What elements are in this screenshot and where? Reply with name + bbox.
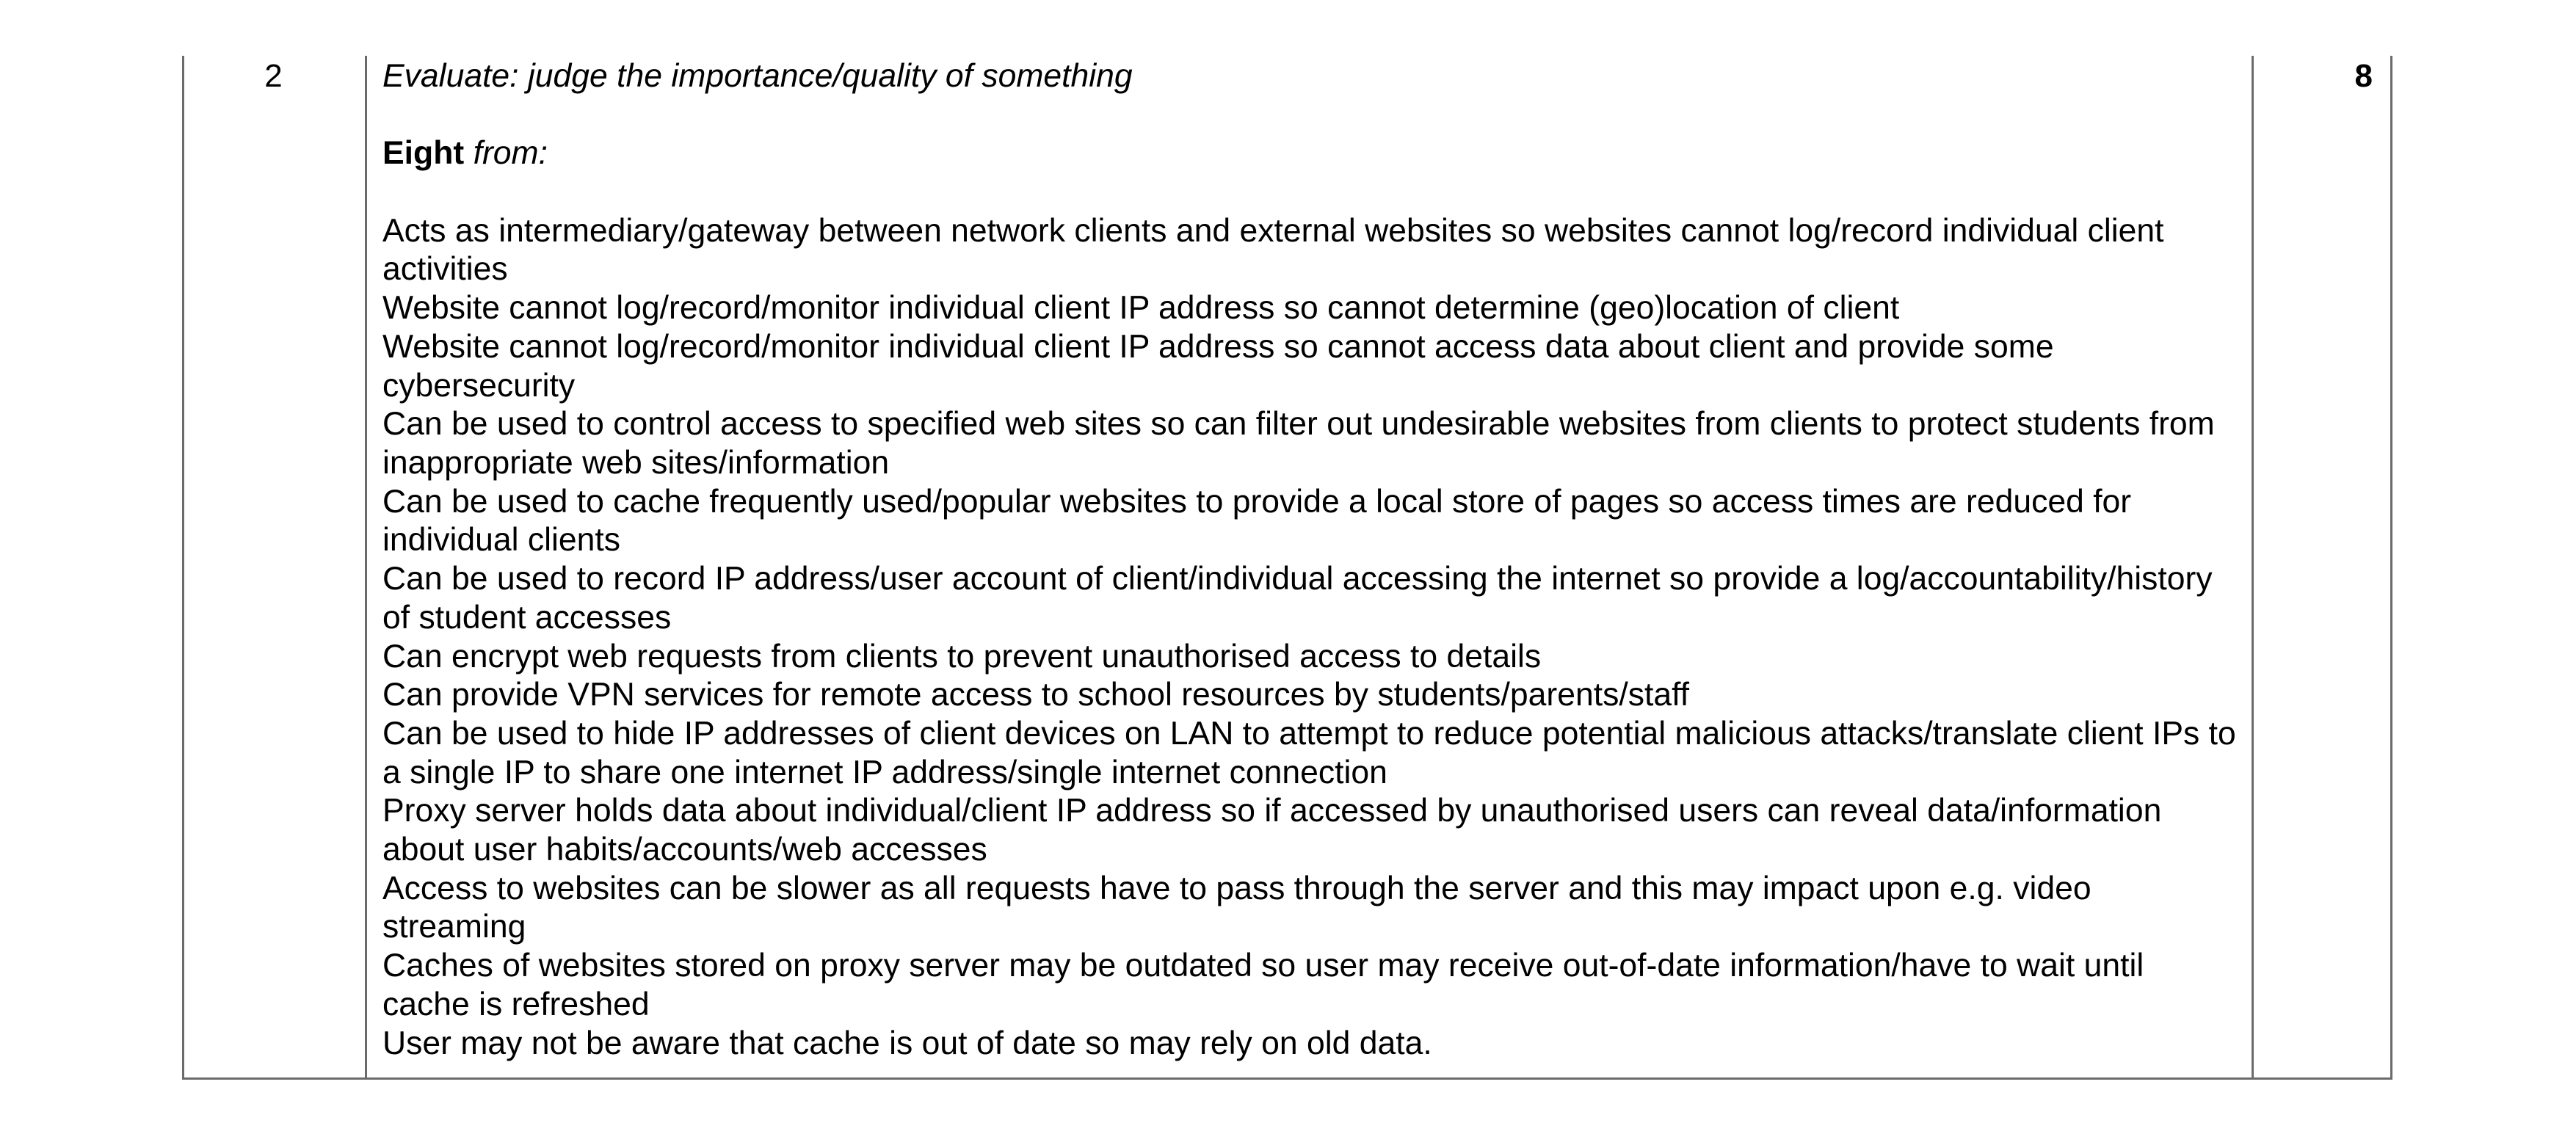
- command-word-definition: Evaluate: judge the importance/quality of something: [382, 58, 1133, 94]
- spacer: [382, 96, 2240, 135]
- mark-scheme-answer: [382, 57, 2240, 1063]
- mark-point: Caches of websites stored on proxy server may be outdated so user may receive out-of-date information/have to wait until cache is refreshed: [382, 948, 2144, 1022]
- mark-point: Access to websites can be slower as all requests have to pass through the server and this may impact upon e.g. video streaming: [382, 870, 2091, 945]
- mark-point: Can be used to control access to specified web sites so can filter out undesirable websites from clients to protect students from inappropriate web sites/information: [382, 406, 2215, 481]
- question-number: 2: [264, 58, 283, 94]
- mark-point: Can be used to cache frequently used/popular websites to provide a local store of pages so access times are reduced for individual clients: [382, 483, 2132, 559]
- mark-point: User may not be aware that cache is out of date so may rely on old data.: [382, 1025, 1432, 1061]
- spacer: [382, 173, 2240, 212]
- mark-point: Website cannot log/record/monitor individual client IP address so cannot access data about client and provide some cybersecurity: [382, 328, 2054, 404]
- mark-point: Acts as intermediary/gateway between network clients and external websites so websites cannot log/record individual client activities: [382, 212, 2164, 288]
- table-border-right: [2390, 56, 2392, 1079]
- mark-point: Can be used to hide IP addresses of client devices on LAN to attempt to reduce potential malicious attacks/translate client IPs to a single IP to share one internet IP address/single internet connection: [382, 715, 2236, 790]
- mark-point: Can encrypt web requests from clients to prevent unauthorised access to details: [382, 638, 1542, 675]
- mark-point: Can be used to record IP address/user account of client/individual accessing the internet so provide a log/accountability/history of student accesses: [382, 561, 2213, 636]
- marks-total: 8: [2354, 58, 2373, 94]
- answer-count-suffix: from:: [473, 135, 548, 172]
- answer-count: Eight: [382, 135, 465, 172]
- mark-point: Can provide VPN services for remote access to school resources by students/parents/staff: [382, 677, 1689, 713]
- table-border-left: [182, 56, 184, 1079]
- mark-point: Proxy server holds data about individual/client IP address so if accessed by unauthorised users can reveal data/information about user habits/accounts/web accesses: [382, 793, 2162, 868]
- answer-count-line: [382, 134, 2240, 173]
- column-divider-1: [365, 56, 367, 1079]
- column-divider-2: [2252, 56, 2254, 1079]
- mark-point: Website cannot log/record/monitor individual client IP address so cannot determine (geo)location of client: [382, 290, 1900, 327]
- table-border-bottom: [182, 1077, 2392, 1080]
